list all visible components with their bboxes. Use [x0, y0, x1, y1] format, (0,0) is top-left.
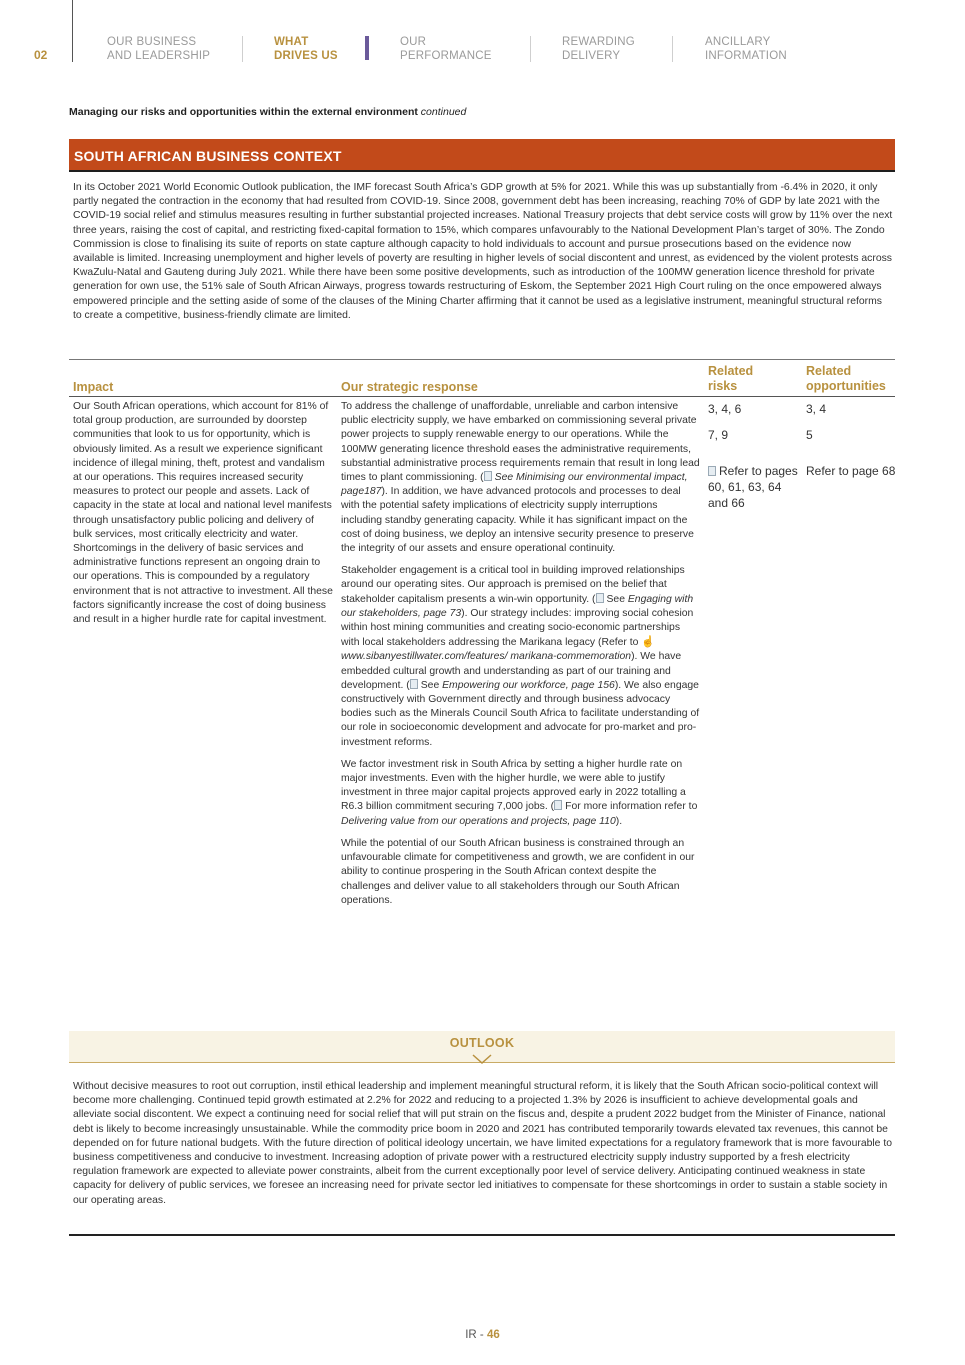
nav-label-line2: PERFORMANCE: [400, 50, 492, 62]
outlook-header: [69, 1031, 895, 1063]
nav-separator: [530, 36, 531, 62]
page-footer: [0, 1329, 965, 1341]
outlook-title: OUTLOOK: [449, 1036, 515, 1050]
table-header-rule: [69, 396, 895, 397]
impact-cell: Our South African operations, which account for 81% of total group production, are surrounded by doorstep communities that look to us for opportunity, which is obviously limited. As a result we experience significant incidence of illegal mining, theft, protest and vandalism at our operations. This requires increased security measures to protect our people and assets. Lack of capacity in the state at local and national level manifests through unsatisfactory public policing and delivery of bulk services, most critically electricity and water. Shortcomings in the delivery of basic services and administrative functions represent an ongoing drain to our operations. This is compounded by a regulatory environment that is not attractive to investment. All these factors significantly increase the cost of doing business and result in a higher hurdle rate for capital investment.: [73, 401, 333, 626]
response-text: For more information refer to: [565, 801, 698, 813]
chevron-down-icon: [472, 1054, 492, 1064]
column-header-risks: [708, 364, 753, 394]
column-header-opps-line2: opportunities: [806, 379, 886, 393]
intro-paragraph: In its October 2021 World Economic Outlook publication, the IMF forecast South Africa’s GDP growth at 5% for 2021. While this was up substantially from -6.4% in 2020, it only partly negated the contraction in the economy that had resulted from COVID-19. Since 2008, government debt has been increasing, reaching 70% of GDP by late 2021 with the COVID-19 social relief and stimulus measures resulting in further substantial projected increases. National Treasury projects that debt service costs will grow by 11% over the next three years, raising the cost of capital, and restricting fixed-capital formation to 15%, which compares unfavourably to the National Development Plan’s target of 30%. The Zondo Commission is close to finalising its suite of reports on state capture although capacity to hold individuals to account and pursue prosecutions based on the evidence now available is limited. Increasing unemployment and higher levels of poverty are resulting in higher levels of social discontent and unrest, as evidenced by the violent protests across KwaZulu-Natal and Gauteng during July 2021. While there have been some positive developments, such as introduction of the 100MW generation licence threshold for private generation for own use, the 51% sale of South African Airways, progress towards restructuring of Eskom, the September 2021 High Court ruling on the once empowered always empowered principle and the setting aside of some of the clauses of the Mining Charter affirming that it cannot be used as a legislative instrument, meaningful structural reforms to create a competitive, business-friendly climate are limited.: [73, 182, 893, 321]
column-header-response: Our strategic response: [341, 380, 478, 394]
nav-label-line2: INFORMATION: [705, 50, 787, 62]
nav-label-line2: DELIVERY: [562, 50, 621, 62]
footer-page-number: 46: [486, 1329, 500, 1341]
response-text: See: [606, 593, 628, 605]
nav-our-performance[interactable]: [400, 35, 492, 63]
response-paragraph-2: [341, 564, 701, 750]
nav-active-indicator: [365, 36, 369, 60]
response-text: ). We also engage constructively with Government directly and through business advocacy bodies such as the Minerals Council South Africa to facilitate understanding of our role in socioeconomic development and advocate for pro-market and pro-investment reforms.: [341, 679, 700, 748]
nav-label-line2: DRIVES US: [274, 50, 338, 62]
subheading-suffix: continued: [420, 106, 467, 118]
related-risks-cell: [708, 400, 803, 511]
nav-separator: [242, 36, 243, 62]
header-divider: [72, 0, 73, 62]
web-link[interactable]: www.sibanyestillwater.com/features/ marikana-commemoration: [341, 651, 632, 663]
nav-label-line1: REWARDING: [562, 36, 635, 48]
risks-reference[interactable]: [708, 463, 803, 511]
nav-what-drives-us[interactable]: [274, 35, 338, 63]
column-header-opportunities: [806, 364, 886, 394]
outlook-paragraph: Without decisive measures to root out corruption, instil ethical leadership and implement meaningful structural reform, it is likely that the South African socio-political context will become more challenging. Continued tepid growth estimated at 2.2% for 2022 and reducing to a projected 1.3% by 2026 is insufficient to achieve developmental goals and alleviate social discontent. We expect a continuing need for social relief that will put strain on the fiscus and, despite a prudent 2022 budget from the Minister of Finance, national debt is likely to become increasingly unsustainable. While the commodity price boom in 2020 and 2021 has contributed temporarily towards elevated tax revenues, this cannot be depended on for future national budgets. With the future direction of political ideology uncertain, we have limited expectations for a regulatory framework that is more favourable to business competitiveness and conducive to investment. Increasing adoption of private power with a restructured electricity supply industry supported by a fresh electricity regulation framework are expected to alleviate power constraints, albeit from the current exceptionally poor level of service delivery. Anticipating continued weakness in state capacity for delivery of public services, we foresee an increasing need for private sector led initiatives to compensate for these shortcomings in order to sustain a stable society in our operating areas.: [73, 1081, 893, 1206]
document-icon: [410, 679, 418, 689]
response-text: Stakeholder engagement is a critical tool in building improved relationships around our operating sites. Our approach is premised on the belief that stakeholder capitalism presents a win-win opportunity. (: [341, 565, 685, 605]
cross-reference-link[interactable]: Empowering our workforce, page 156: [442, 679, 615, 691]
document-icon: [596, 593, 604, 603]
column-header-risks-line1: Related: [708, 364, 754, 378]
risks-row-1: 3, 4, 6: [708, 402, 742, 416]
response-paragraph-3: [341, 758, 701, 829]
risks-reference-text: Refer to pages 60, 61, 63, 64 and 66: [708, 464, 798, 510]
nav-label-line1: WHAT: [274, 36, 309, 48]
column-header-opps-line1: Related: [806, 364, 852, 378]
response-text: ). In addition, we have advanced protocols and processes to deal with the potential safety implications of electricity supply interruptions including standby generating capacity. While it has significant impact on the cost of doing business, we deploy an intensive security presence to preserve the integrity of our assets and ensure operational continuity.: [341, 486, 694, 555]
bottom-rule: [69, 1234, 895, 1236]
table-top-rule: [69, 359, 895, 360]
nav-separator: [672, 36, 673, 62]
opportunities-row-1: 3, 4: [806, 402, 827, 416]
cross-reference-link[interactable]: Engaging with our stakeholders, page 73: [341, 593, 694, 619]
nav-label-line1: ANCILLARY: [705, 36, 771, 48]
nav-label-line1: OUR: [400, 36, 427, 48]
document-icon: [484, 471, 492, 481]
response-text: To address the challenge of unaffordable, unreliable and carbon intensive public electricity supply, we have embarked on commissioning several private power projects to supply renewable energy to our operations. While the 100MW generating licence threshold eases the administrative requirements, substantial administrative process requirements remain that result in long lead times to plant commissioning. (: [341, 401, 700, 484]
response-text: See: [420, 679, 443, 691]
nav-rewarding-delivery[interactable]: [562, 35, 635, 63]
nav-label-line2: AND LEADERSHIP: [107, 50, 211, 62]
response-text: We factor investment risk in South Africa by setting a higher hurdle rate on major investments. Even with the higher hurdle, we were able to justify investment in three major capital projects approved early in 2022 totalling a R6.3 billion commitment securing 7,000 jobs. (: [341, 758, 686, 813]
page-subheading: [69, 106, 466, 118]
cross-reference-link[interactable]: Delivering value from our operations and projects, page 110: [341, 815, 616, 827]
section-banner: [69, 139, 895, 172]
nav-our-business[interactable]: [107, 35, 210, 63]
document-icon: [554, 800, 562, 810]
response-paragraph-4: While the potential of our South African business is constrained through an unfavourable climate for competitiveness and growth, we are confident in our ability to continue prospering in the South African context despite the challenges and deliver value to all stakeholders through our South African operations.: [341, 837, 695, 906]
cross-reference-link[interactable]: See Minimising our environmental impact, page187: [341, 472, 688, 498]
subheading-text: Managing our risks and opportunities within the external environment: [69, 106, 418, 118]
footer-prefix: IR -: [465, 1329, 487, 1341]
response-text: ).: [615, 815, 623, 827]
nav-label-line1: OUR BUSINESS: [107, 36, 197, 48]
opportunities-reference[interactable]: Refer to page 68: [806, 464, 896, 478]
section-title: SOUTH AFRICAN BUSINESS CONTEXT: [74, 148, 342, 164]
response-paragraph-1: [341, 400, 701, 556]
related-opportunities-cell: [806, 400, 896, 479]
response-text: ). Our strategy includes: improving social cohesion within host mining communities and creating socio-economic partnerships with local stakeholders addressing the Marikana legacy (Refer to: [341, 607, 694, 649]
risks-row-2: 7, 9: [708, 428, 729, 442]
opportunities-row-2: 5: [806, 428, 813, 442]
section-number: 02: [34, 48, 48, 62]
column-header-impact: Impact: [73, 380, 114, 394]
response-text: ). We have embedded cultural growth and understanding as part of our training and development. (: [341, 651, 682, 691]
response-cell: [341, 400, 701, 916]
document-icon: [708, 466, 716, 476]
column-header-risks-line2: risks: [708, 379, 738, 393]
nav-ancillary-information[interactable]: [705, 35, 787, 63]
top-navigation: [0, 0, 965, 80]
web-link-icon: ☝: [641, 636, 656, 649]
